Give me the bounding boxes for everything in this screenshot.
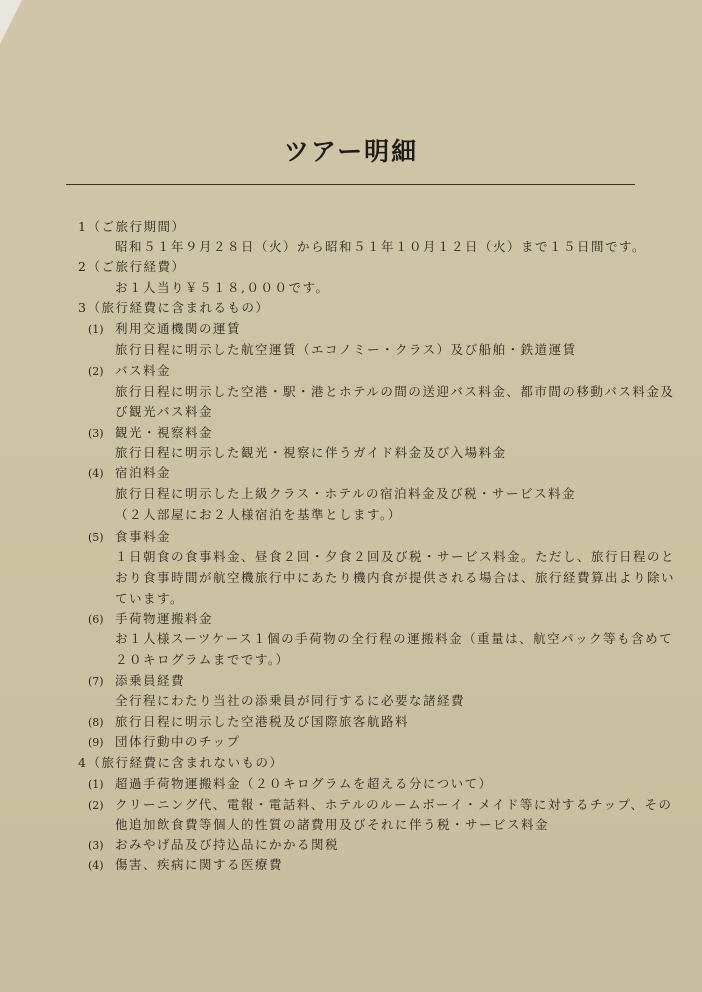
item-label: バス料金 [115,363,172,378]
section-4-heading: 4（旅行経費に含まれないもの） [78,755,284,770]
item-text: １日朝食の食事料金、昼食２回・夕食２回及び税・サービス料金。ただし、旅行日程のと [115,549,676,564]
item-number: (4) [88,467,104,480]
folded-corner [0,0,22,44]
item-text: お１人様スーツケース１個の手荷物の全行程の運搬料金（重量は、航空パック等も含めて [115,631,674,646]
section-2-heading: 2（ご旅行経費） [78,259,186,274]
item-number: (8) [88,716,104,729]
item-text: 他追加飲食費等個人的性質の諸費用及びそれに伴う税・サービス料金 [115,817,550,832]
item-label: 観光・視察料金 [115,425,214,440]
item-number: (5) [88,531,104,544]
item-text: 旅行日程に明示した空港・駅・港とホテルの間の送迎バス料金、都市間の移動バス料金及 [115,384,675,399]
item-label: 利用交通機関の運賃 [115,321,242,336]
section-3-heading: 3（旅行経費に含まれるもの） [78,300,270,315]
item-text: ています。 [115,591,185,606]
item-label: 超過手荷物運搬料金（２０キログラムを超える分について） [115,776,493,791]
item-label: クリーニング代、電報・電話料、ホテルのルームボーイ・メイド等に対するチップ、その [115,797,673,812]
item-text: 全行程にわたり当社の添乗員が同行するに必要な諸経費 [115,693,466,708]
item-label: 宿泊料金 [115,465,172,480]
section-1-text: 昭和５１年９月２８日（火）から昭和５１年１０月１２日（火）まで１５日間です。 [115,239,647,254]
item-label: 食事料金 [115,529,172,544]
item-text: 旅行日程に明示した観光・視察に伴うガイド料金及び入場料金 [115,445,507,460]
item-number: (6) [88,613,104,626]
title-divider [66,184,635,185]
item-text: おり食事時間が航空機旅行中にあたり機内食が提供される場合は、旅行経費算出より除い [115,570,676,585]
item-number: (7) [88,675,104,688]
item-label: 旅行日程に明示した空港税及び国際旅客航路料 [115,714,410,729]
section-2-text: お１人当り￥５１８,０００です。 [115,280,330,295]
item-text: ２０キログラムまでです。） [115,652,290,667]
item-number: (2) [88,799,104,812]
section-1-heading: 1（ご旅行期間） [78,219,186,234]
item-number: (4) [88,859,104,872]
item-text: び観光バス料金 [115,404,214,419]
document-title: ツアー明細 [283,137,419,166]
item-number: (3) [88,839,104,852]
item-label: おみやげ品及び持込品にかかる関税 [115,837,340,852]
item-text: 旅行日程に明示した航空運賃（エコノミー・クラス）及び船舶・鉄道運賃 [115,342,577,357]
item-number: (1) [88,778,104,791]
item-number: (3) [88,427,104,440]
item-label: 団体行動中のチップ [115,734,241,749]
item-number: (2) [88,365,104,378]
item-number: (9) [88,736,104,749]
item-label: 添乗員経費 [115,673,186,688]
item-label: 手荷物運搬料金 [115,611,214,626]
item-text: 旅行日程に明示した上級クラス・ホテルの宿泊料金及び税・サービス料金 [115,486,577,501]
item-text: （２人部屋にお２人様宿泊を基準とします。） [115,507,402,522]
item-number: (1) [88,323,104,336]
item-label: 傷害、疾病に関する医療費 [115,857,284,872]
